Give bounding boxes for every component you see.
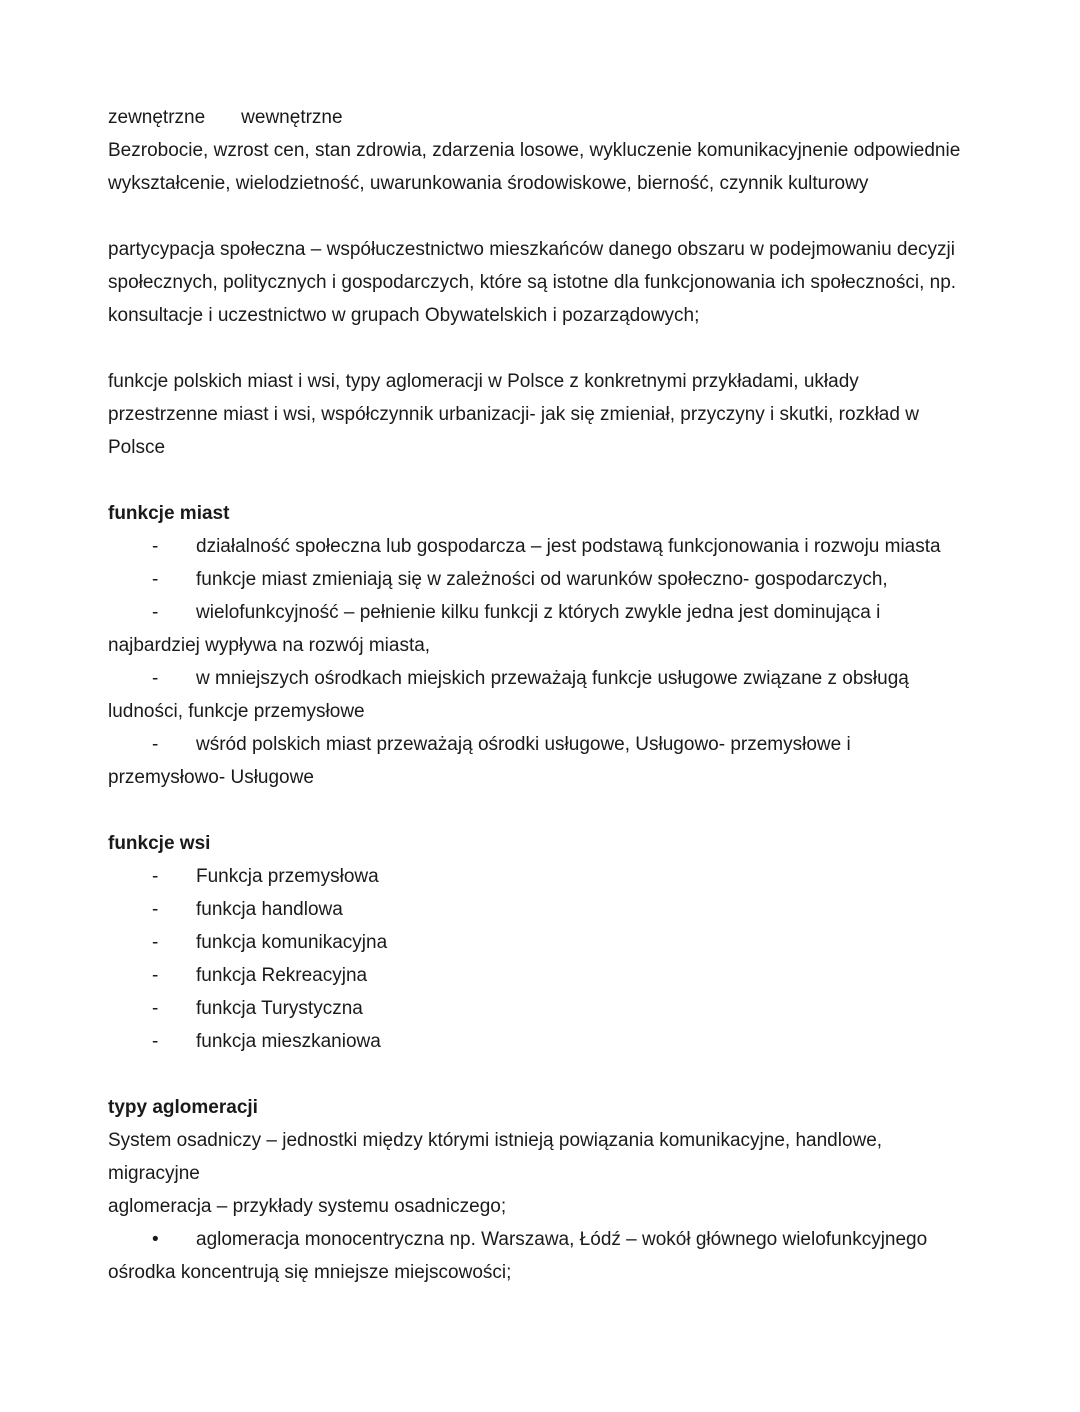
list-item-text: wielofunkcyjność – pełnienie kilku funkcji z których zwykle jedna jest dominująca i — [196, 602, 881, 623]
topics-line-1: funkcje polskich miast i wsi, typy aglomeracji w Polsce z konkretnymi przykładami, układy — [108, 371, 859, 392]
list-item-continuation: ośrodka koncentrują się mniejsze miejscowości; — [108, 1262, 512, 1283]
external-label: zewnętrzne — [108, 107, 206, 128]
list-item — [108, 1025, 988, 1058]
list-item — [108, 596, 988, 629]
dash-bullet: - — [152, 536, 159, 557]
list-item — [108, 728, 988, 761]
factors-header-row — [108, 101, 988, 134]
spacer — [108, 1058, 988, 1091]
dash-bullet: - — [152, 998, 159, 1019]
topics-line-2: przestrzenne miast i wsi, współczynnik urbanizacji- jak się zmieniał, przyczyny i skutki, rozkład w — [108, 404, 919, 425]
agglomeration-line-1: System osadniczy – jednostki między którymi istnieją powiązania komunikacyjne, handlowe, — [108, 1130, 883, 1151]
dash-bullet: - — [152, 1031, 159, 1052]
list-item — [108, 563, 988, 596]
list-item-text: w mniejszych ośrodkach miejskich przeważają funkcje usługowe związane z obsługą — [196, 668, 909, 689]
participation-line-3: konsultacje i uczestnictwo w grupach Obywatelskich i pozarządowych; — [108, 305, 700, 326]
list-item — [108, 662, 988, 695]
list-item — [108, 926, 988, 959]
village-functions-heading: funkcje wsi — [108, 833, 211, 854]
dash-bullet: - — [152, 602, 159, 623]
participation-line-1: partycypacja społeczna – współuczestnictwo mieszkańców danego obszaru w podejmowaniu decyzji — [108, 239, 955, 260]
list-item-text: Funkcja przemysłowa — [196, 866, 379, 887]
spacer — [108, 794, 988, 827]
list-item-text: funkcja mieszkaniowa — [196, 1031, 381, 1052]
list-item-text: działalność społeczna lub gospodarcza – jest podstawą funkcjonowania i rozwoju miasta — [196, 536, 941, 557]
participation-line-2: społecznych, politycznych i gospodarczych, które są istotne dla funkcjonowania ich społeczności, np. — [108, 272, 957, 293]
dash-bullet: - — [152, 866, 159, 887]
spacer — [108, 464, 988, 497]
list-item-text: funkcje miast zmieniają się w zależności od warunków społeczno- gospodarczych, — [196, 569, 888, 590]
list-item — [108, 959, 988, 992]
list-item-continuation: najbardziej wypływa na rozwój miasta, — [108, 635, 431, 656]
dot-bullet: • — [152, 1229, 159, 1250]
list-item — [108, 860, 988, 893]
dash-bullet: - — [152, 899, 159, 920]
dash-bullet: - — [152, 569, 159, 590]
agglomeration-line-3: aglomeracja – przykłady systemu osadniczego; — [108, 1196, 507, 1217]
dash-bullet: - — [152, 734, 159, 755]
list-item-text: aglomeracja monocentryczna np. Warszawa, Łódź – wokół głównego wielofunkcyjnego — [196, 1229, 928, 1250]
document-page — [108, 101, 988, 1289]
dash-bullet: - — [152, 965, 159, 986]
agglomeration-heading: typy aglomeracji — [108, 1097, 258, 1118]
factors-line-2: wykształcenie, wielodzietność, uwarunkowania środowiskowe, bierność, czynnik kulturowy — [108, 173, 869, 194]
list-item-text: funkcja Rekreacyjna — [196, 965, 368, 986]
dash-bullet: - — [152, 668, 159, 689]
list-item-continuation: przemysłowo- Usługowe — [108, 767, 314, 788]
list-item — [108, 893, 988, 926]
internal-label: wewnętrzne — [241, 107, 343, 128]
list-item — [108, 992, 988, 1025]
list-item-text: wśród polskich miast przeważają ośrodki usługowe, Usługowo- przemysłowe i — [196, 734, 851, 755]
spacer — [108, 332, 988, 365]
list-item — [108, 530, 988, 563]
city-functions-heading: funkcje miast — [108, 503, 230, 524]
agglomeration-line-2: migracyjne — [108, 1163, 200, 1184]
list-item-continuation: ludności, funkcje przemysłowe — [108, 701, 365, 722]
dash-bullet: - — [152, 932, 159, 953]
topics-line-3: Polsce — [108, 437, 166, 458]
list-item-text: funkcja handlowa — [196, 899, 343, 920]
list-item-text: funkcja Turystyczna — [196, 998, 363, 1019]
list-item-text: funkcja komunikacyjna — [196, 932, 388, 953]
spacer — [108, 200, 988, 233]
factors-line-1: Bezrobocie, wzrost cen, stan zdrowia, zdarzenia losowe, wykluczenie komunikacyjnenie odpowiednie — [108, 140, 961, 161]
list-item — [108, 1223, 988, 1256]
